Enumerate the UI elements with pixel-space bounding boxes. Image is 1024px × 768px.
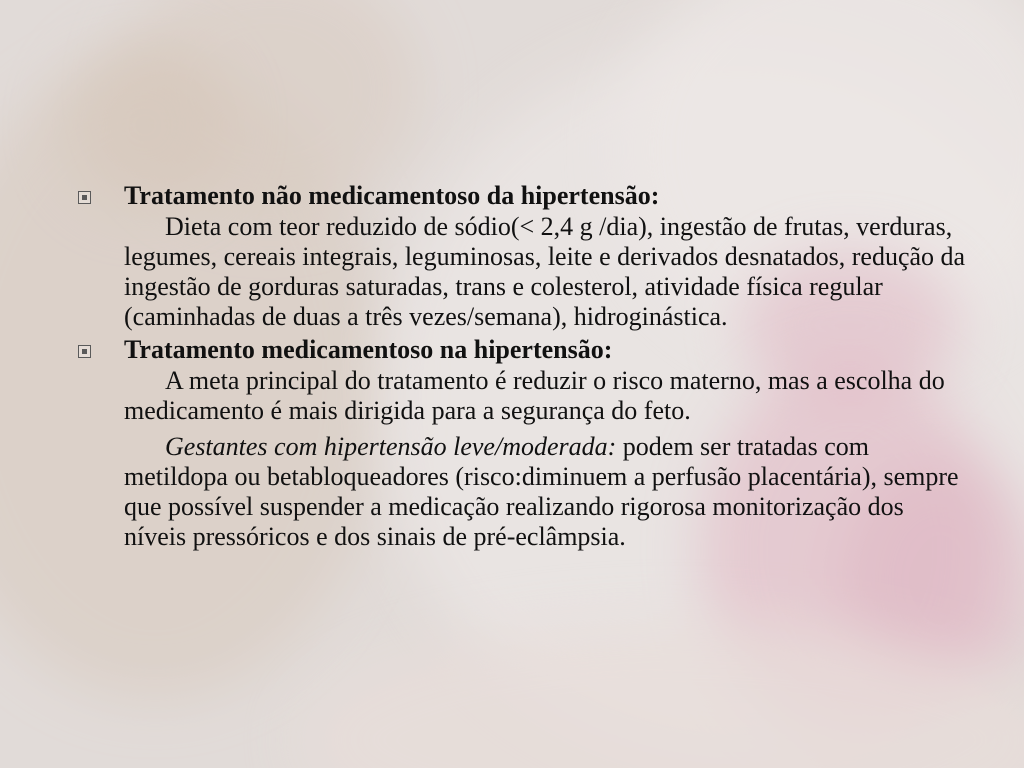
section-paragraph-with-lead — [124, 432, 968, 552]
section-paragraph: Dieta com teor reduzido de sódio(< 2,4 g /dia), ingestão de frutas, verduras, legumes, cereais integrais, leguminosas, leite e derivados desnatados, redução da ingestão de gorduras saturadas, trans e colesterol, atividade física regular (caminhadas de duas a três vezes/semana), hidroginástica. — [124, 212, 966, 331]
bullet-item-drug-treatment — [78, 334, 968, 552]
square-bullet-icon — [78, 191, 91, 204]
italic-lead-text: Gestantes com hipertensão leve/moderada: — [165, 432, 617, 461]
bullet-item-body — [124, 180, 968, 332]
bullet-item-body — [124, 334, 968, 552]
section-heading: Tratamento medicamentoso na hipertensão: — [124, 335, 613, 364]
section-paragraph: A meta principal do tratamento é reduzir o risco materno, mas a escolha do medicamento é mais dirigida para a segurança do feto. — [124, 366, 945, 425]
square-bullet-icon — [78, 345, 91, 358]
bullet-item-non-drug-treatment — [78, 180, 968, 332]
slide-content — [78, 180, 968, 552]
section-heading: Tratamento não medicamentoso da hipertensão: — [124, 181, 660, 210]
paragraph-text: podem ser tratadas com metildopa ou betabloqueadores (risco:diminuem a perfusão placentária), sempre que possível suspender a medicação realizando rigorosa monitorização dos níveis pressóricos e dos sinais de pré-eclâmpsia. — [124, 432, 959, 551]
